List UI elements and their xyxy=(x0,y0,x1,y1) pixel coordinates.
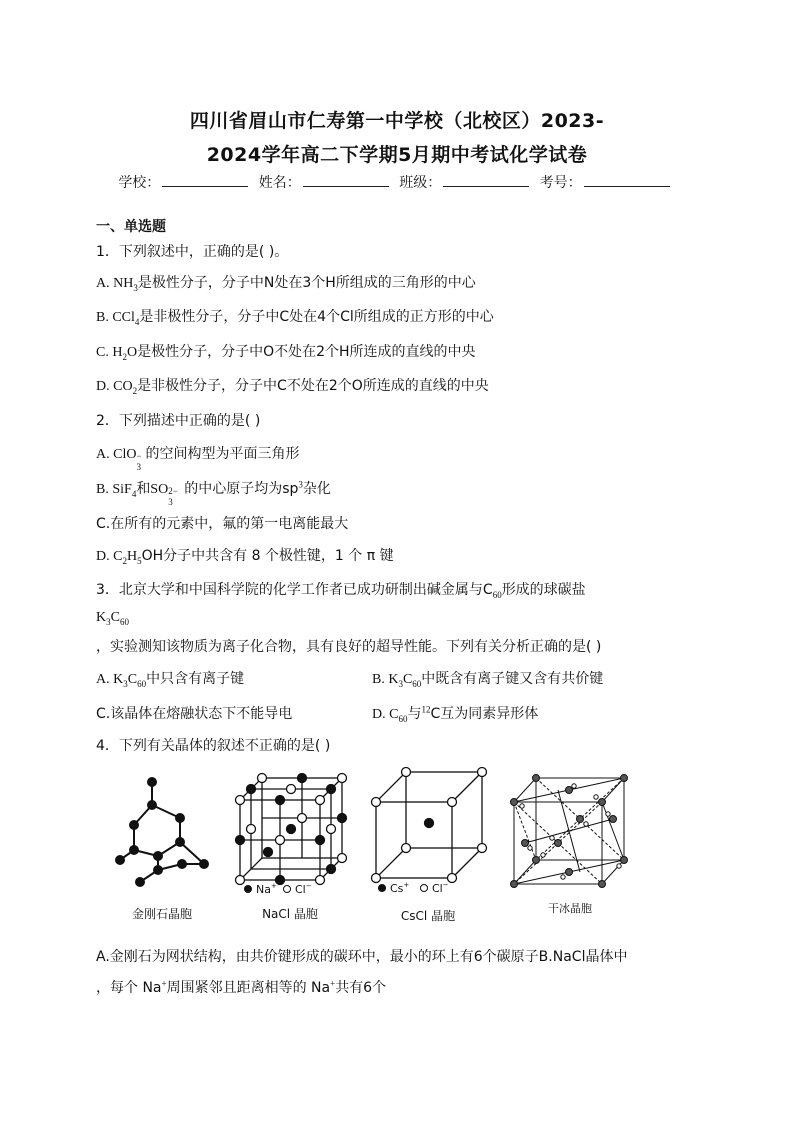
q1-d-sub: 2 xyxy=(132,385,138,396)
q1-c-mid: O xyxy=(126,345,138,360)
exam-title-line2: 2024学年高二下学期5月期中考试化学试卷 xyxy=(206,144,588,166)
q2-a-text: 的空间构型为平面三角形 xyxy=(145,446,300,462)
cscl-legend-cl: Cl− xyxy=(432,881,449,895)
q2-option-d xyxy=(96,545,394,565)
q4-b-line2-pre: ，每个 Na xyxy=(96,980,162,996)
q3-formula xyxy=(96,609,129,626)
q3-d-mid: 与 xyxy=(407,706,422,722)
q2-b-sub1: 4 xyxy=(131,488,137,499)
q3-d-text: C互为同素异形体 xyxy=(430,706,539,722)
q3-b-prefix: B. K xyxy=(372,672,399,687)
q1-c-prefix: C. H xyxy=(96,345,123,360)
q3-option-a xyxy=(96,668,244,688)
q2-d-text: OH分子中共含有 8 个极性键，1 个 π 键 xyxy=(141,548,394,564)
q1-option-b xyxy=(96,306,494,326)
q1-stem: 1．下列叙述中，正确的是( )。 xyxy=(96,244,289,260)
q3-option-c: C.该晶体在熔融状态下不能导电 xyxy=(96,706,293,722)
q3-stem-tail: 形成的球碳盐 xyxy=(501,582,586,598)
q1-b-text: 是非极性分子，分子中C处在4个Cl所组成的正方形的中心 xyxy=(139,309,494,325)
q2-stem: 2．下列描述中正确的是( ) xyxy=(96,413,261,429)
q4-b-sup1: + xyxy=(161,978,167,989)
q2-b-sup3: 3 xyxy=(298,479,303,490)
student-info-row xyxy=(0,172,794,192)
q3-b-text: 中既含有离子键又含有共价键 xyxy=(421,671,604,687)
q3-formula-sub2: 60 xyxy=(119,616,129,627)
q4-b-line2-tail: 共有6个 xyxy=(335,980,387,996)
q1-c-text: 是极性分子，分子中O不处在2个H所连成的直线的中央 xyxy=(137,344,476,360)
q2-b-mid: 和SO xyxy=(136,482,169,497)
q1-option-c xyxy=(96,341,476,361)
q2-b-prefix: B. SiF xyxy=(96,482,132,497)
diamond-cell xyxy=(116,778,208,886)
q1-b-sub: 4 xyxy=(134,316,140,327)
q3-a-text: 中只含有离子键 xyxy=(146,671,245,687)
q4-b-line2-mid: 周围紧邻且距离相等的 Na xyxy=(166,980,331,996)
q3-a-prefix: A. K xyxy=(96,672,124,687)
q1-a-sub: 3 xyxy=(133,282,138,293)
exam-title-line1: 四川省眉山市仁寿第一中学校（北校区）2023- xyxy=(189,110,605,132)
q1-a-prefix: A. NH xyxy=(96,276,134,291)
diamond-caption: 金刚石晶胞 xyxy=(131,907,193,921)
crystal-cells-figure xyxy=(110,760,670,935)
q3-d-sub: 60 xyxy=(398,713,408,724)
q2-d-sub2: 5 xyxy=(137,555,142,566)
q3-b-sub2: 60 xyxy=(412,678,422,689)
q2-option-c: C.在所有的元素中，氟的第一电离能最大 xyxy=(96,516,349,532)
q3-option-d xyxy=(372,703,538,723)
school-label: 学校： xyxy=(118,175,161,191)
q3-option-b xyxy=(372,668,603,688)
q4-b-sup2: + xyxy=(330,978,336,989)
section-heading: 一、单选题 xyxy=(96,219,166,235)
q3-stem xyxy=(96,579,586,599)
nacl-legend-cl: Cl− xyxy=(295,882,312,896)
q3-stem-line3: ，实验测知该物质为离子化合物，具有良好的超导性能。下列有关分析正确的是( ) xyxy=(96,639,602,655)
q1-a-text: 是极性分子，分子中N处在3个H所组成的三角形的中心 xyxy=(137,275,476,291)
q4-stem: 4．下列有关晶体的叙述不正确的是( ) xyxy=(96,738,331,754)
q3-a-mid: C xyxy=(127,672,138,687)
q1-d-prefix: D. CO xyxy=(96,379,133,394)
q2-d-prefix: D. C xyxy=(96,549,123,564)
q1-c-sub: 2 xyxy=(122,351,127,362)
q2-b-text1: 的中心原子均为sp xyxy=(184,481,299,497)
q2-b-text2: 杂化 xyxy=(302,481,331,497)
q3-d-prefix: D. C xyxy=(372,707,399,722)
q2-d-mid: H xyxy=(126,549,138,564)
dryice-caption: 干冰晶胞 xyxy=(548,902,592,915)
exam-no-label: 考号： xyxy=(539,175,582,191)
cscl-legend xyxy=(379,881,449,895)
q3-a-sub1: 3 xyxy=(123,678,128,689)
name-blank xyxy=(303,174,389,187)
q1-option-d xyxy=(96,375,489,395)
q1-d-text: 是非极性分子，分子中C不处在2个O所连成的直线的中央 xyxy=(137,378,489,394)
q2-option-b: B. SiF$_4$和SO 2− 3 的中心原子均为$sp^3$杂化 xyxy=(96,479,331,507)
q2-a-prefix: A. ClO xyxy=(96,447,137,462)
exam-no-blank xyxy=(584,174,670,187)
cscl-caption: CsCl 晶胞 xyxy=(400,909,456,923)
class-blank xyxy=(443,174,529,187)
nacl-legend-na: Na+ xyxy=(256,882,277,896)
q3-d-sup: 12 xyxy=(421,704,431,715)
q3-a-sub2: 60 xyxy=(137,678,147,689)
q3-b-sub1: 3 xyxy=(398,678,403,689)
q4-option-a-b: A.金刚石为网状结构，由共价键形成的碳环中，最小的环上有6个碳原子B.NaCl晶体中 xyxy=(96,949,628,965)
cscl-legend-cs: Cs+ xyxy=(390,881,410,895)
q1-option-a xyxy=(96,272,476,292)
q3-stem-text: 3．北京大学和中国科学院的化学工作者已成功研制出碱金属与C xyxy=(96,582,493,598)
nacl-caption: NaCl 晶胞 xyxy=(262,907,318,921)
q3-stem-sub: 60 xyxy=(492,589,502,600)
school-blank xyxy=(162,174,248,187)
q3-formula-sub1: 3 xyxy=(106,616,111,627)
class-label: 班级： xyxy=(399,175,442,191)
q1-b-prefix: B. CCl xyxy=(96,310,135,325)
name-label: 姓名： xyxy=(258,175,301,191)
q3-formula-mid: C xyxy=(110,610,120,625)
q3-b-mid: C xyxy=(402,672,413,687)
q4-option-b-cont xyxy=(96,977,386,997)
q2-d-sub1: 2 xyxy=(122,555,127,566)
q3-formula-main: K xyxy=(96,610,107,625)
q2-option-a: A. ClO − 3 的空间构型为平面三角形 xyxy=(96,446,300,472)
